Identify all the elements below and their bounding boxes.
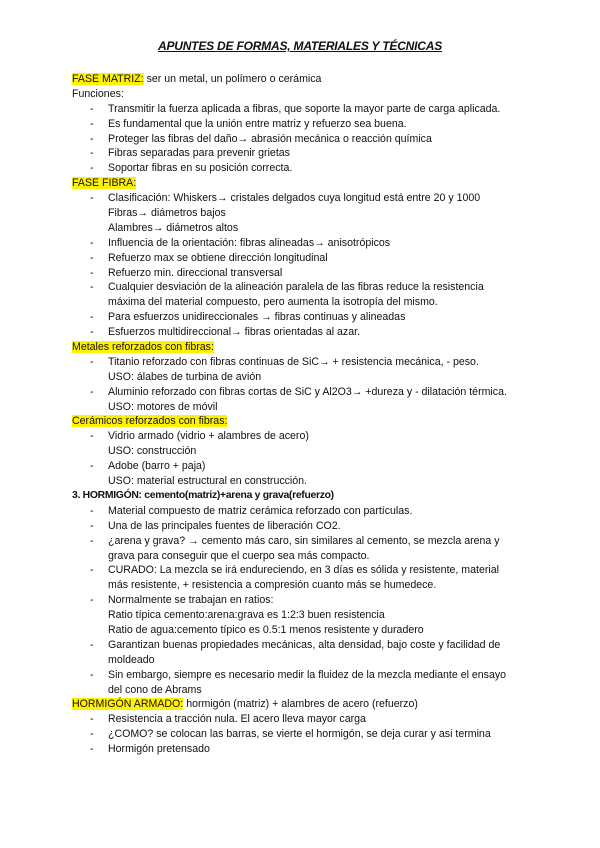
list-item-text: Proteger las fibras del daño→ abrasión mecánica o reacción química bbox=[108, 132, 432, 145]
dash-bullet: - bbox=[90, 638, 94, 651]
list-item-text: Resistencia a tracción nula. El acero lleva mayor carga bbox=[108, 713, 366, 726]
list-item bbox=[72, 355, 532, 370]
list-item-text: Material compuesto de matriz cerámica reforzado con partículas. bbox=[108, 504, 413, 517]
dash-bullet: - bbox=[90, 504, 94, 517]
heading-text: hormigón (matriz) + alambres de acero (refuerzo) bbox=[183, 698, 418, 711]
list-item-text: Vidrio armado (vidrio + alambres de acero) bbox=[108, 430, 309, 443]
list-item-text: ¿arena y grava? → cemento más caro, sin similares al cemento, se mezcla arena y bbox=[108, 534, 500, 547]
list-item bbox=[72, 712, 532, 727]
list-item-continuation: USO: álabes de turbina de avión bbox=[108, 370, 262, 383]
dash-bullet: - bbox=[90, 117, 94, 130]
list-item bbox=[72, 668, 532, 683]
list-item-text: Una de las principales fuentes de liberación CO2. bbox=[108, 519, 341, 532]
list-item-continuation: Ratio de agua:cemento típico es 0.5:1 menos resistente y duradero bbox=[108, 623, 424, 636]
list-item bbox=[72, 727, 532, 742]
list-item bbox=[72, 742, 532, 757]
dash-bullet: - bbox=[90, 266, 94, 279]
dash-bullet: - bbox=[90, 147, 94, 160]
list-item-continuation: del cono de Abrams bbox=[108, 683, 202, 696]
list-item-text: Soportar fibras en su posición correcta. bbox=[108, 162, 293, 175]
highlighted-label: FASE MATRIZ: bbox=[72, 73, 144, 85]
section-heading bbox=[72, 697, 532, 712]
dash-bullet: - bbox=[90, 713, 94, 726]
list-item bbox=[72, 117, 532, 132]
dash-bullet: - bbox=[90, 326, 94, 339]
list-item-continuation: USO: construcción bbox=[108, 445, 197, 458]
list-item-text: Refuerzo min. direccional transversal bbox=[108, 266, 283, 279]
dash-bullet: - bbox=[90, 519, 94, 532]
list-item-continuation: Alambres→ diámetros altos bbox=[108, 221, 239, 234]
dash-bullet: - bbox=[90, 355, 94, 368]
dash-bullet: - bbox=[90, 728, 94, 741]
list-item-continuation: más resistente, + resistencia a compresión cuanto más se humedece. bbox=[108, 579, 437, 592]
list-item-continuation: USO: material estructural en construcción. bbox=[108, 475, 308, 488]
dash-bullet: - bbox=[90, 385, 94, 398]
dash-bullet: - bbox=[90, 668, 94, 681]
list-item-text: Refuerzo max se obtiene dirección longitudinal bbox=[108, 251, 328, 264]
dash-bullet: - bbox=[90, 281, 94, 294]
list-item bbox=[72, 280, 532, 295]
dash-bullet: - bbox=[90, 236, 94, 249]
heading-text: ser un metal, un polímero o cerámica bbox=[143, 73, 322, 85]
list-item bbox=[72, 146, 532, 161]
page-title: APUNTES DE FORMAS, MATERIALES Y TÉCNICAS bbox=[157, 39, 443, 53]
list-item-text: Aluminio reforzado con fibras cortas de SiC y Al2O3→ +dureza y - dilatación térmica. bbox=[108, 385, 507, 398]
list-item-continuation: máxima del material compuesto, pero aumenta la isotropía del mismo. bbox=[108, 296, 438, 309]
dash-bullet: - bbox=[90, 102, 94, 115]
list-item-continuation: USO: motores de móvil bbox=[108, 400, 218, 413]
list-item bbox=[72, 638, 532, 653]
list-item bbox=[72, 519, 532, 534]
dash-bullet: - bbox=[90, 430, 94, 443]
list-item-text: Para esfuerzos unidireccionales → fibras continuas y alineadas bbox=[108, 311, 406, 324]
section-title: 3. HORMIGÓN: cemento(matriz)+arena y grava(refuerzo) bbox=[72, 489, 334, 501]
list-item bbox=[72, 534, 532, 549]
dash-bullet: - bbox=[90, 162, 94, 175]
list-item-text: Esfuerzos multidireccional→ fibras orientadas al azar. bbox=[108, 326, 361, 339]
list-item bbox=[72, 563, 532, 578]
list-item bbox=[72, 236, 532, 251]
list-item-text: Es fundamental que la unión entre matriz y refuerzo sea buena. bbox=[108, 117, 407, 130]
highlighted-label: FASE FIBRA: bbox=[72, 177, 137, 190]
list-item-text: Fibras separadas para prevenir grietas bbox=[108, 147, 290, 160]
list-item bbox=[72, 191, 532, 206]
list-item bbox=[72, 504, 532, 519]
dash-bullet: - bbox=[90, 564, 94, 577]
list-item-continuation: Fibras→ diámetros bajos bbox=[108, 207, 226, 220]
list-item-continuation: Ratio típica cemento:arena:grava es 1:2:3 buen resistencia bbox=[108, 609, 385, 622]
dash-bullet: - bbox=[90, 743, 94, 756]
section-heading bbox=[72, 176, 532, 191]
section-heading bbox=[72, 72, 532, 87]
notes-body bbox=[72, 72, 532, 757]
highlighted-label: Cerámicos reforzados con fibras: bbox=[72, 415, 228, 428]
section-heading bbox=[72, 340, 532, 355]
list-item bbox=[72, 102, 532, 117]
list-item-text: Sin embargo, siempre es necesario medir la fluidez de la mezcla mediante el ensayo bbox=[108, 668, 507, 681]
dash-bullet: - bbox=[90, 594, 94, 607]
dash-bullet: - bbox=[90, 192, 94, 205]
list-item bbox=[72, 325, 532, 340]
dash-bullet: - bbox=[90, 132, 94, 145]
list-item-continuation: moldeado bbox=[108, 653, 155, 666]
list-item-text: ¿COMO? se colocan las barras, se vierte el hormigón, se deja curar y asi termina bbox=[108, 728, 491, 741]
highlighted-label: Metales reforzados con fibras: bbox=[72, 341, 214, 354]
list-item bbox=[72, 459, 532, 474]
list-item bbox=[72, 593, 532, 608]
dash-bullet: - bbox=[90, 251, 94, 264]
list-item bbox=[72, 251, 532, 266]
list-item bbox=[72, 161, 532, 176]
list-item-text: Influencia de la orientación: fibras alineadas→ anisotrópicos bbox=[108, 236, 391, 249]
text-line: Funciones: bbox=[72, 87, 124, 100]
dash-bullet: - bbox=[90, 534, 94, 547]
dash-bullet: - bbox=[90, 460, 94, 473]
list-item bbox=[72, 429, 532, 444]
highlighted-label: HORMIGÓN ARMADO: bbox=[72, 698, 184, 711]
dash-bullet: - bbox=[90, 311, 94, 324]
list-item-text: Garantizan buenas propiedades mecánicas, alta densidad, bajo coste y facilidad de bbox=[108, 638, 501, 651]
list-item-text: Adobe (barro + paja) bbox=[108, 460, 206, 473]
list-item-text: Clasificación: Whiskers→ cristales delgados cuya longitud está entre 20 y 1000 bbox=[108, 192, 481, 205]
list-item bbox=[72, 385, 532, 400]
list-item-text: Cualquier desviación de la alineación paralela de las fibras reduce la resistencia bbox=[108, 281, 484, 294]
list-item bbox=[72, 132, 532, 147]
list-item-text: Transmitir la fuerza aplicada a fibras, que soporte la mayor parte de carga aplicada. bbox=[108, 102, 501, 115]
list-item-text: CURADO: La mezcla se irá endureciendo, en 3 días es sólida y resistente, material bbox=[108, 564, 499, 577]
list-item bbox=[72, 266, 532, 281]
list-item-text: Normalmente se trabajan en ratios: bbox=[108, 594, 274, 607]
list-item bbox=[72, 310, 532, 325]
list-item-continuation: grava para conseguir que el cuerpo sea más compacto. bbox=[108, 549, 370, 562]
list-item-text: Titanio reforzado con fibras continuas de SiC→ + resistencia mecánica, - peso. bbox=[108, 355, 479, 368]
section-heading bbox=[72, 414, 532, 429]
list-item-text: Hormigón pretensado bbox=[108, 743, 210, 756]
